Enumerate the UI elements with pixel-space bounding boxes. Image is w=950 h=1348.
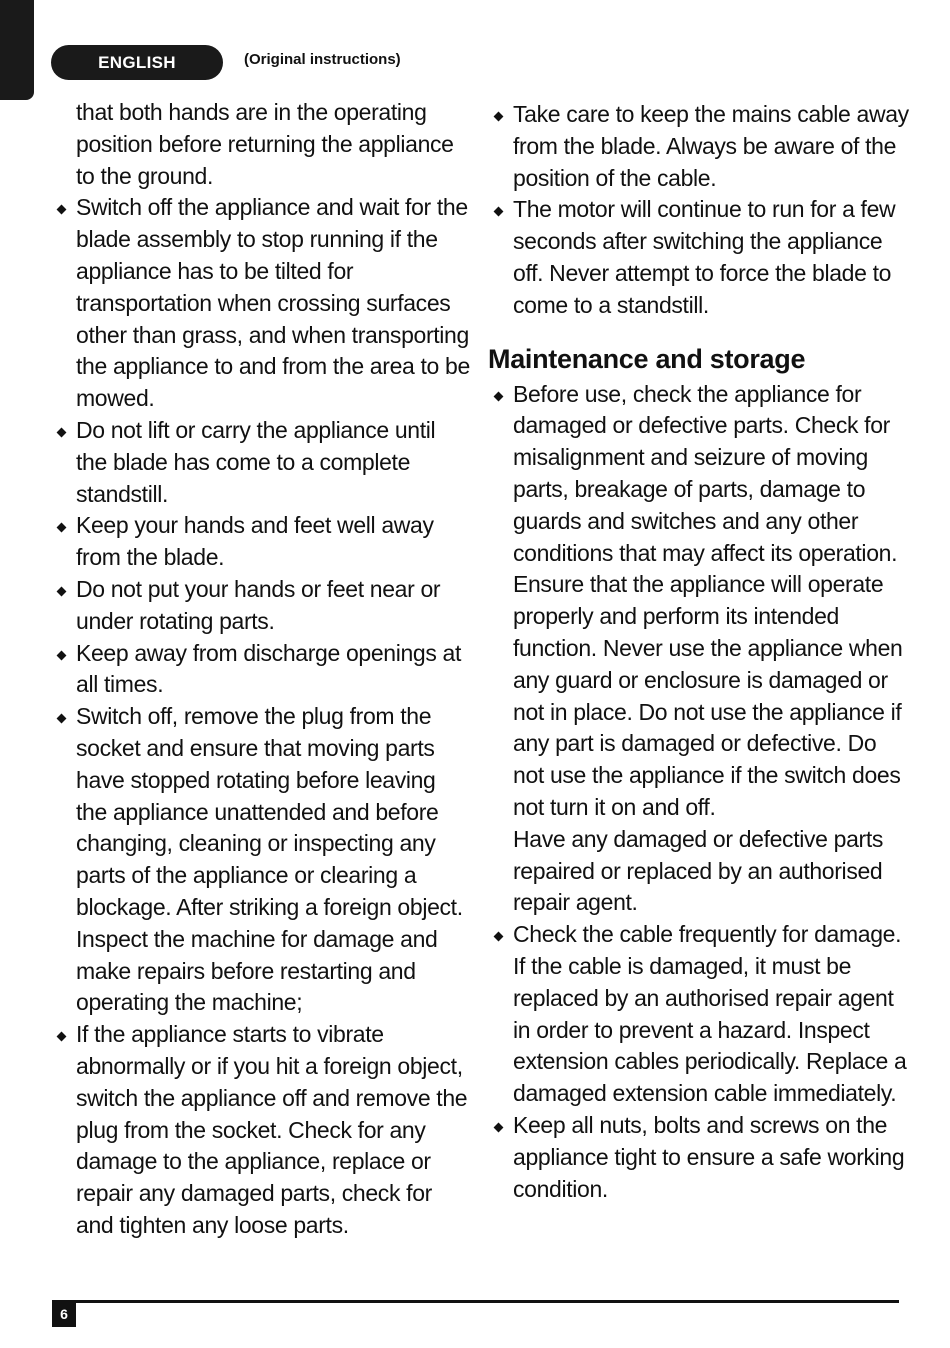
diamond-bullet-icon [494,207,504,217]
diamond-bullet-icon [57,587,67,597]
list-item-text: Do not put your hands or feet near or under rotating parts. [76,575,441,634]
list-item-text: The motor will continue to run for a few seconds after switching the appliance off. Never attempt to force the blade to come to a standstill. [513,196,896,318]
right-column [488,99,913,1205]
list-item [76,701,471,1019]
list-item [513,99,913,194]
diamond-bullet-icon [57,1032,67,1042]
list-item-text: Take care to keep the mains cable away from the blade. Always be aware of the position of the cable. [513,101,909,191]
footer-rule [52,1300,899,1303]
list-item [76,510,471,574]
list-item-text: Check the cable frequently for damage. If the cable is damaged, it must be replaced by an authorised repair agent in order to prevent a hazard. Inspect extension cables periodically. Replace a damaged extension cable immediately. [513,921,907,1107]
diamond-bullet-icon [494,932,504,942]
list-item-text: If the appliance starts to vibrate abnormally or if you hit a foreign object, switch the appliance off and remove the plug from the socket. Check for any damage to the appliance, replace or repair any damaged parts, check for and tighten any loose parts. [76,1021,468,1238]
list-item [513,1110,913,1205]
list-item-text: Keep all nuts, bolts and screws on the appliance tight to ensure a safe working condition. [513,1111,905,1202]
diamond-bullet-icon [494,112,504,122]
diamond-bullet-icon [494,1122,504,1132]
diamond-bullet-icon [57,205,67,215]
list-item [513,194,913,321]
list-item [513,919,913,1110]
list-item-text: Keep your hands and feet well away from the blade. [76,512,434,571]
language-badge: ENGLISH [51,45,223,80]
list-item-continuation: Have any damaged or defective parts repaired or replaced by an authorised repair agent. [513,825,884,916]
diamond-bullet-icon [494,391,504,401]
list-item-text: Before use, check the appliance for damaged or defective parts. Check for misalignment and seizure of moving parts, breakage of parts, damage to guards and switches and any other conditions that may affect its operation. Ensure that the appliance will operate properly and perform its intended function. Never use the appliance when any guard or enclosure is damaged or not in place. Do not use the appliance if any part is damaged or defective. Do not use the appliance if the switch does not turn it on and off. [513,380,903,820]
diamond-bullet-icon [57,714,67,724]
page-number: 6 [52,1300,76,1327]
list-item [76,415,471,510]
list-item-text: Switch off the appliance and wait for the blade assembly to stop running if the appliance has to be tilted for transportation when crossing surfaces other than grass, and when transporting the appliance to and from the area to be mowed. [76,194,470,412]
continued-paragraph: that both hands are in the operating position before returning the appliance to the ground. [76,99,454,189]
diamond-bullet-icon [57,523,67,533]
edge-tab [0,0,34,100]
list-item [76,1019,471,1242]
diamond-bullet-icon [57,650,67,660]
list-item [76,574,471,638]
list-item [513,379,913,824]
list-item [76,638,471,702]
left-column [76,97,471,1242]
list-item [76,192,471,415]
section-heading: Maintenance and storage [488,343,806,374]
list-item-text: Do not lift or carry the appliance until the blade has come to a complete standstill. [76,416,436,507]
diamond-bullet-icon [57,428,67,438]
list-item-text: Switch off, remove the plug from the socket and ensure that moving parts have stopped rotating before leaving the appliance unattended and before changing, cleaning or inspecting any parts of the appliance or clearing a blockage. After striking a foreign object. Inspect the machine for damage and make repairs before restarting and operating the machine; [76,703,463,1016]
original-instructions-label: (Original instructions) [244,51,401,68]
list-item-text: Keep away from discharge openings at all times. [76,639,462,698]
